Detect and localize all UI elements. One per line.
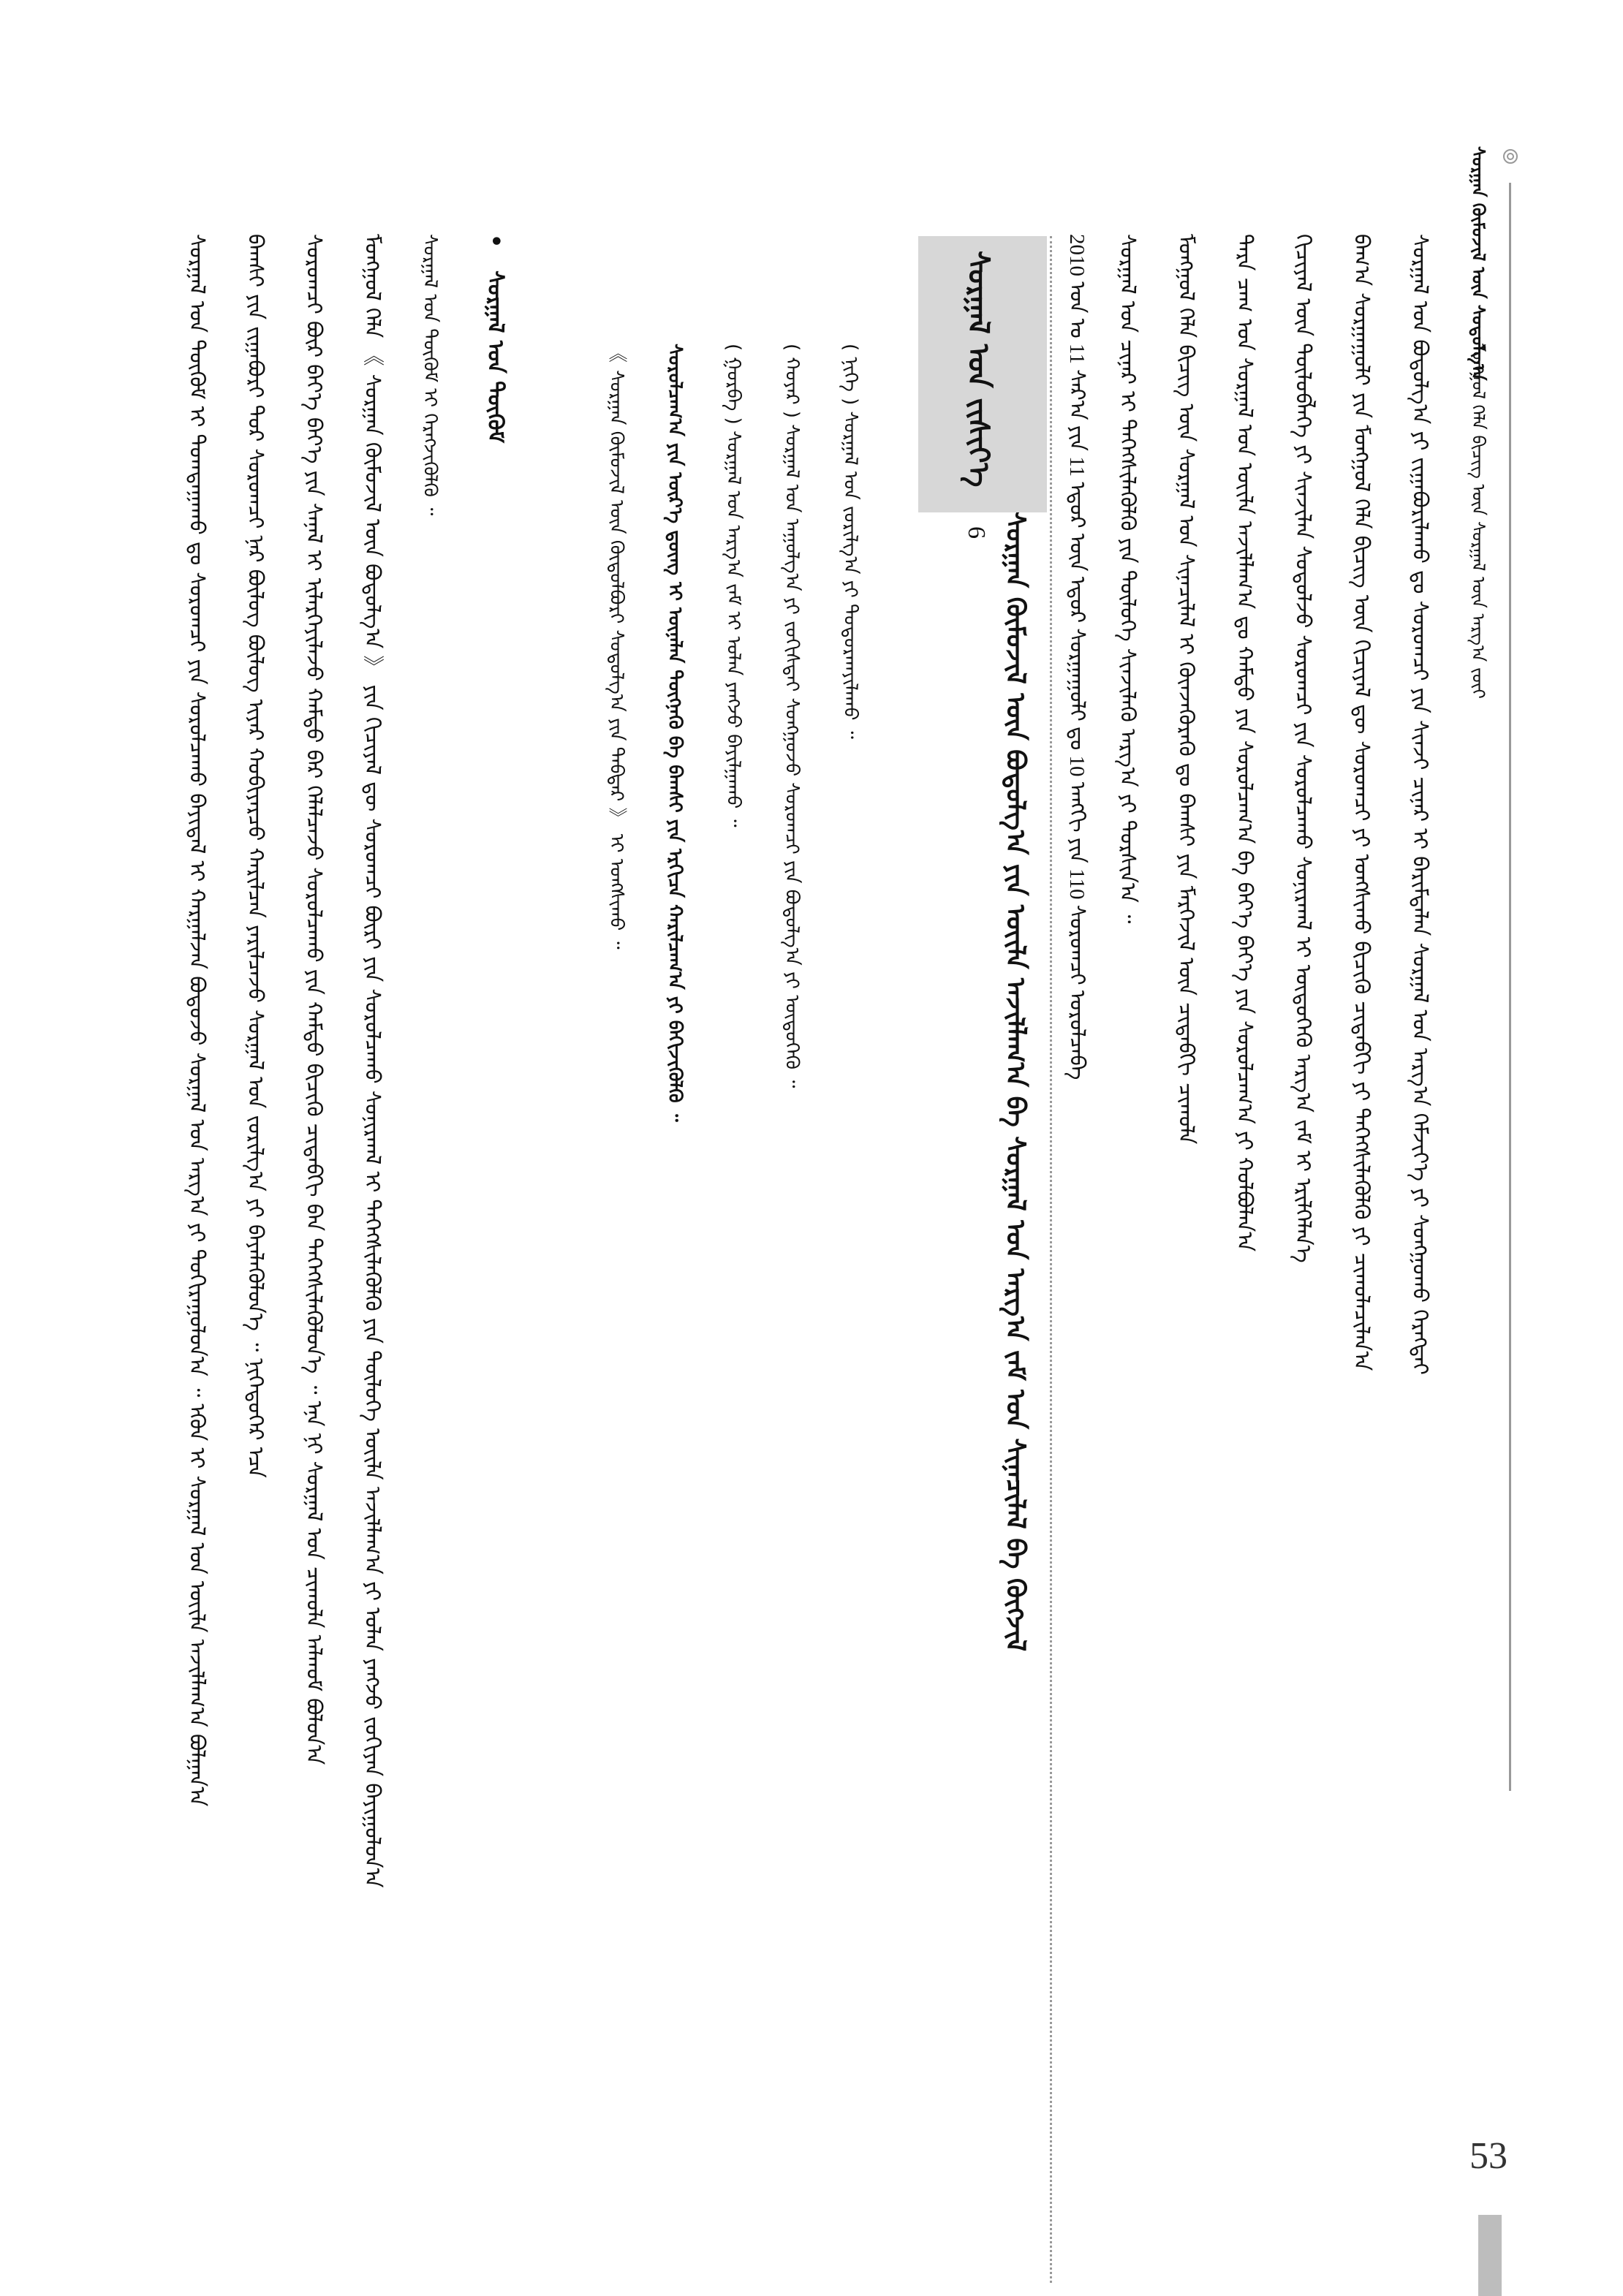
subsection-heading: ᠰᠤᠷᠭᠠᠯ ᠤᠨ ᠳᠥᠬᠥᠮ xyxy=(483,270,508,444)
section-title: ᠰᠤᠷᠭᠠᠨ ᠬᠦᠮᠦᠵᠢᠯ ᠦᠨ ᠪᠣᠳᠤᠯᠭ᠎ᠠ ᠶᠢᠨ ᠦᠢᠯᠡ ᠠᠵᠢᠯᠯᠠᠭ᠎ᠠ ᠪᠠ ᠰᠤᠷᠭᠠᠯ ᠤᠨ ᠠᠷᠭ᠎ᠠ ᠵᠠᠮ ᠤᠨ ᠰᠢᠨᠡᠴᠢᠯᠡᠯ ᠪᠠ ᠬᠥᠭᠵᠢᠯ xyxy=(1000,512,1030,1652)
running-subtitle: ᠰᠤᠷᠭᠠᠨ ᠬᠦᠮᠦᠵᠢᠯ ᠦᠨ ᠰᠤᠳᠤᠯᠭ᠎ᠠ xyxy=(1468,146,1488,381)
body-line: ᠰᠤᠷᠤᠭᠴᠢ ᠪᠦᠷ ᠪᠡᠶ᠎ᠡ ᠪᠡᠶ᠎ᠡ ᠶᠢᠨ ᠰᠠᠨᠠᠯ ᠢ ᠢᠯᠡᠷᠬᠡᠶᠢᠯᠡᠵᠦ ᠬᠠᠮᠲᠤ ᠪᠠᠷ ᠬᠡᠯᠡᠯᠴᠡᠵᠦ ᠰᠤᠷᠤᠯᠴᠠᠬᠤ ᠶᠢᠨ ᠬᠠᠮᠲᠤ ᠪᠢᠴᠢᠬᠦ ᠴᠢᠳᠠᠪᠬᠢ ᠪᠠᠨ ᠳᠡᠭᠡᠭᠰᠢᠯᠡᠭᠦᠯᠦᠨ᠎ᠡ ᠃ ᠡᠨᠡ ᠨᠢ ᠰᠤᠷᠭᠠᠯ ᠤᠨ ᠴᠢᠬᠤᠯᠠ ᠠᠯᠬᠤᠮ ᠪᠣᠯᠤᠨ᠎ᠠ xyxy=(302,234,327,1765)
list-item: ( ᠬᠣᠶᠠᠷ ) ᠰᠤᠷᠭᠠᠯ ᠤᠨ ᠠᠭᠤᠯᠭ᠎ᠠ ᠶᠢ ᠵᠣᠬᠢᠰᠲᠠᠶ ᠰᠣᠩᠭᠣᠵᠤ ᠰᠤᠷᠤᠭᠴᠢ ᠶᠢᠨ ᠪᠣᠳᠤᠯᠭ᠎ᠠ ᠶᠢ ᠥᠳᠦᠭᠡᠬᠦ ᠃ xyxy=(781,344,803,1088)
section-number: 6 xyxy=(963,526,990,539)
list-item: ( ᠭᠤᠷᠪᠠ ) ᠰᠤᠷᠭᠠᠯ ᠤᠨ ᠠᠷᠭ᠎ᠠ ᠵᠠᠮ ᠢ ᠣᠯᠠᠨ ᠶᠠᠩᠵᠤ ᠪᠠᠶᠢᠯᠭᠠᠬᠤ ᠃ xyxy=(722,344,744,827)
list-item: 《 ᠰᠤᠷᠭᠠᠨ ᠬᠦᠮᠦᠵᠢᠯ ᠦᠨ ᠬᠥᠲᠥᠯᠪᠦᠷᠢ ᠰᠤᠳᠤᠯᠭ᠎ᠠ ᠶᠢᠨ ᠳᠡᠪᠲᠡᠷ 》 ᠢ ᠤᠩᠰᠢᠬᠤ ᠃ xyxy=(605,344,627,950)
page-number: 53 xyxy=(1469,2135,1507,2177)
section-divider xyxy=(1050,236,1052,2283)
body-line: ᠰᠤᠷᠭᠠᠯ ᠤᠨ ᠴᠢᠨᠠᠷ ᠢ ᠳᠡᠭᠡᠭᠰᠢᠯᠡᠭᠦᠯᠬᠦ ᠶᠢᠨ ᠲᠥᠯᠦᠭᠡ ᠰᠢᠨᠵᠢᠯᠡᠬᠦ ᠠᠷᠭ᠎ᠠ ᠶᠢ ᠲᠤᠷᠰᠢᠨ᠎ᠠ ᠃ xyxy=(1116,234,1140,924)
body-line: ᠪᠠᠭᠰᠢ ᠶᠢᠨ ᠵᠢᠭᠠᠪᠤᠷᠢ ᠳᠤᠷ ᠰᠤᠷᠤᠭᠴᠢ ᠨᠠᠷ ᠪᠦᠯᠦᠭ ᠪᠦᠯᠦᠭ ᠢᠶᠡᠷ ᠬᠤᠪᠢᠶᠠᠷᠴᠤ ᠬᠠᠷᠢᠯᠴᠠᠨ ᠶᠠᠷᠢᠯᠴᠠᠵᠤ ᠰᠤᠷᠭᠠᠯ ᠤᠨ ᠵᠣᠷᠢᠯᠭ᠎ᠠ ᠶᠢ ᠪᠡᠶᠡᠯᠡᠭᠦᠯᠦᠨ᠎ᠡ ᠃ ᠨᠢᠭᠡᠳᠦᠭᠡᠷ ᠡᠴᠡ xyxy=(243,234,268,1478)
body-line: ᠰᠤᠷᠭᠠᠯ ᠤᠨ ᠳᠥᠬᠥᠮ ᠢ ᠲᠣᠭᠲᠠᠭᠠᠬᠤ ᠳᠤ ᠰᠤᠷᠤᠭᠴᠢ ᠶᠢᠨ ᠰᠤᠷᠤᠯᠴᠠᠬᠤ ᠪᠠᠶᠢᠳᠠᠯ ᠢ ᠬᠠᠷᠭᠠᠯᠵᠠᠨ ᠪᠣᠳᠤᠵᠤ ᠰᠤᠷᠭᠠᠯ ᠤᠨ ᠠᠷᠭ᠎ᠠ ᠶᠢ ᠲᠣᠬᠢᠷᠠᠭᠤᠯᠤᠨ᠎ᠠ ᠃ ᠡᠭᠦᠨ ᠢ ᠰᠤᠷᠭᠠᠯ ᠤᠨ ᠦᠢᠯᠡ ᠠᠵᠢᠯᠯᠠᠭ᠎ᠠ ᠪᠣᠯᠭᠠᠨ᠎ᠠ xyxy=(185,234,210,1807)
body-line: ᠰᠤᠷᠭᠠᠯ ᠤᠨ ᠪᠣᠳᠤᠯᠭ᠎ᠠ ᠶᠢ ᠵᠢᠭᠠᠪᠤᠷᠢᠯᠠᠬᠤ ᠳᠤ ᠰᠤᠷᠤᠭᠴᠢ ᠶᠢᠨ ᠰᠢᠨᠵᠢ ᠴᠢᠨᠠᠷ ᠢ ᠪᠠᠷᠢᠮᠲᠠᠯᠠᠨ ᠰᠤᠷᠭᠠᠯ ᠤᠨ ᠠᠷᠭ᠎ᠠ ᠬᠡᠮᠵᠢᠶ᠎ᠡ ᠶᠢ ᠰᠣᠩᠭᠣᠬᠤ ᠬᠡᠷᠡᠭᠲᠡᠢ xyxy=(1408,234,1433,1375)
body-line: ᠬᠢᠴᠢᠶᠡᠯ ᠦᠨ ᠲᠥᠯᠦᠪᠯᠡᠭᠡ ᠶᠢ ᠰᠢᠨᠵᠢᠯᠡᠨ ᠰᠤᠳᠤᠯᠵᠤ ᠰᠤᠷᠤᠭᠴᠢ ᠶᠢᠨ ᠰᠤᠷᠤᠯᠴᠠᠬᠤ ᠰᠣᠨᠢᠷᠬᠠᠯ ᠢ ᠥᠳᠦᠭᠡᠬᠦ ᠠᠷᠭ᠎ᠠ ᠵᠠᠮ ᠢ ᠡᠷᠢᠯᠬᠡᠯᠡᠨ᠎ᠡ xyxy=(1291,234,1316,1263)
ornament-swirl-icon xyxy=(1500,146,1521,167)
running-head: ᠮᠣᠩᠭᠣᠯ ᠬᠡᠯᠡ ᠪᠢᠴᠢᠭ ᠦᠨ ᠰᠤᠷᠭᠠᠯ ᠦᠨ ᠠᠷᠭ᠎ᠠ ᠵᠦᠢ xyxy=(1468,344,1488,699)
bullet-icon: • xyxy=(483,234,508,249)
body-line: ᠲᠡᠷᠡ ᠴᠠᠭ ᠤᠨ ᠰᠤᠷᠭᠠᠯ ᠤᠨ ᠦᠢᠯᠡ ᠠᠵᠢᠯᠯᠠᠭ᠎ᠠ ᠳᠤ ᠬᠠᠮᠲᠤ ᠶᠢᠨ ᠰᠤᠷᠤᠯᠴᠠᠭ᠎ᠠ ᠪᠠ ᠪᠡᠶ᠎ᠡ ᠪᠡᠶ᠎ᠡ ᠶᠢᠨ ᠰᠤᠷᠤᠯᠴᠠᠭ᠎ᠠ ᠶᠢ ᠬᠣᠯᠪᠣᠯᠠᠨ᠎ᠠ xyxy=(1233,234,1257,1252)
body-line: ᠮᠣᠩᠭᠣᠯ ᠬᠡᠯᠡ 《 ᠰᠤᠷᠭᠠᠨ ᠬᠦᠮᠦᠵᠢᠯ ᠦᠨ ᠪᠣᠳᠤᠯᠭ᠎ᠠ 》 ᠶᠢᠨ ᠬᠢᠴᠢᠶᠡᠯ ᠳᠦ ᠰᠤᠷᠤᠭᠴᠢ ᠪᠦᠷᠢ ᠶᠢᠨ ᠰᠤᠷᠤᠯᠴᠠᠬᠤ ᠰᠣᠨᠢᠷᠬᠠᠯ ᠢ ᠳᠡᠭᠡᠭᠰᠢᠯᠡᠭᠦᠯᠬᠦ ᠶᠢᠨ ᠲᠥᠯᠦᠭᠡ ᠦᠢᠯᠡ ᠠᠵᠢᠯᠯᠠᠭ᠎ᠠ ᠶᠢ ᠣᠯᠠᠨ ᠶᠠᠩᠵᠤ ᠵᠣᠬᠢᠶᠠᠨ ᠪᠠᠶᠢᠭᠤᠯᠤᠨ᠎ᠠ xyxy=(360,234,385,1888)
section-heading-box xyxy=(918,236,1047,512)
body-line-date: 2010 ᠣᠨ ᠤ 11 ᠰᠠᠷ᠎ᠠ ᠶᠢᠨ 11 ᠡᠳᠦᠷ ᠦᠨ ᠡᠳᠦᠷ ᠰᠤᠷᠭᠠᠭᠤᠯᠢ ᠳᠤ 10 ᠠᠩᠭᠢ ᠶᠢᠨ 110 ᠰᠤᠷᠤᠭᠴᠢ ᠣᠷᠤᠯᠴᠠᠪᠠ xyxy=(1065,234,1089,1080)
body-line: ᠮᠣᠩᠭᠣᠯ ᠬᠡᠯᠡ ᠪᠢᠴᠢᠭ ᠦᠨ ᠰᠤᠷᠭᠠᠯ ᠤᠨ ᠰᠢᠨᠡᠴᠢᠯᠡᠯ ᠢ ᠭᠦᠨᠵᠡᠭᠦᠷᠡᠬᠦ ᠳᠤ ᠪᠠᠭᠰᠢ ᠶᠢᠨ ᠮᠡᠷᠭᠡᠵᠢᠯ ᠦᠨ ᠴᠢᠳᠠᠪᠬᠢ ᠴᠢᠬᠤᠯᠠ xyxy=(1174,234,1199,1145)
page-edge-bar xyxy=(1478,2215,1502,2296)
subsection-intro: ᠰᠤᠷᠭᠠᠯ ᠤᠨ ᠳᠥᠬᠥᠮ ᠢ ᠬᠡᠷᠡᠭᠵᠢᠭᠦᠯᠬᠦ ᠃ xyxy=(419,234,441,516)
list-item: ( ᠨᠢᠭᠡ ) ᠰᠤᠷᠭᠠᠯ ᠤᠨ ᠵᠣᠷᠢᠯᠭ᠎ᠠ ᠶᠢ ᠲᠣᠳᠤᠷᠬᠠᠶᠢᠯᠠᠬᠤ ᠃ xyxy=(839,344,861,739)
list-item: ᠰᠤᠷᠤᠯᠴᠠᠭ᠎ᠠ ᠶᠢᠨ ᠦᠷ᠎ᠡ ᠳ᠋ᠦᠩ ᠢ ᠦᠨᠡᠯᠡᠨ ᠳᠦᠭᠨᠡᠬᠦ ᠪᠠ ᠪᠠᠭᠰᠢ ᠶᠢᠨ ᠡᠷᠭᠢᠴᠡ ᠬᠠᠷᠢᠯᠴᠠᠭ᠎ᠠ ᠶᠢ ᠪᠡᠬᠢᠵᠢᠭᠦᠯᠬᠦ ᠃ xyxy=(664,344,686,1122)
ornament-rule xyxy=(1509,183,1511,1791)
body-line: ᠪᠠᠭ᠎ᠠ ᠰᠤᠷᠭᠠᠭᠤᠯᠢ ᠶᠢᠨ ᠮᠣᠩᠭᠣᠯ ᠬᠡᠯᠡ ᠪᠢᠴᠢᠭ ᠦᠨ ᠬᠢᠴᠢᠶᠡᠯ ᠳᠦ ᠰᠤᠷᠤᠭᠴᠢ ᠶᠢ ᠤᠩᠰᠢᠬᠤ ᠪᠢᠴᠢᠬᠦ ᠴᠢᠳᠠᠪᠬᠢ ᠶᠢ ᠳᠡᠭᠡᠭᠰᠢᠯᠡᠭᠦᠯᠬᠦ ᠶᠢ ᠴᠢᠬᠤᠯᠠᠴᠢᠯᠠᠨ᠎ᠠ xyxy=(1350,234,1374,1371)
section-heading: ᠰᠤᠷᠭᠠᠯ ᠤᠨ ᠵᠢᠱᠢᠶ᠎ᠡ xyxy=(961,251,995,488)
